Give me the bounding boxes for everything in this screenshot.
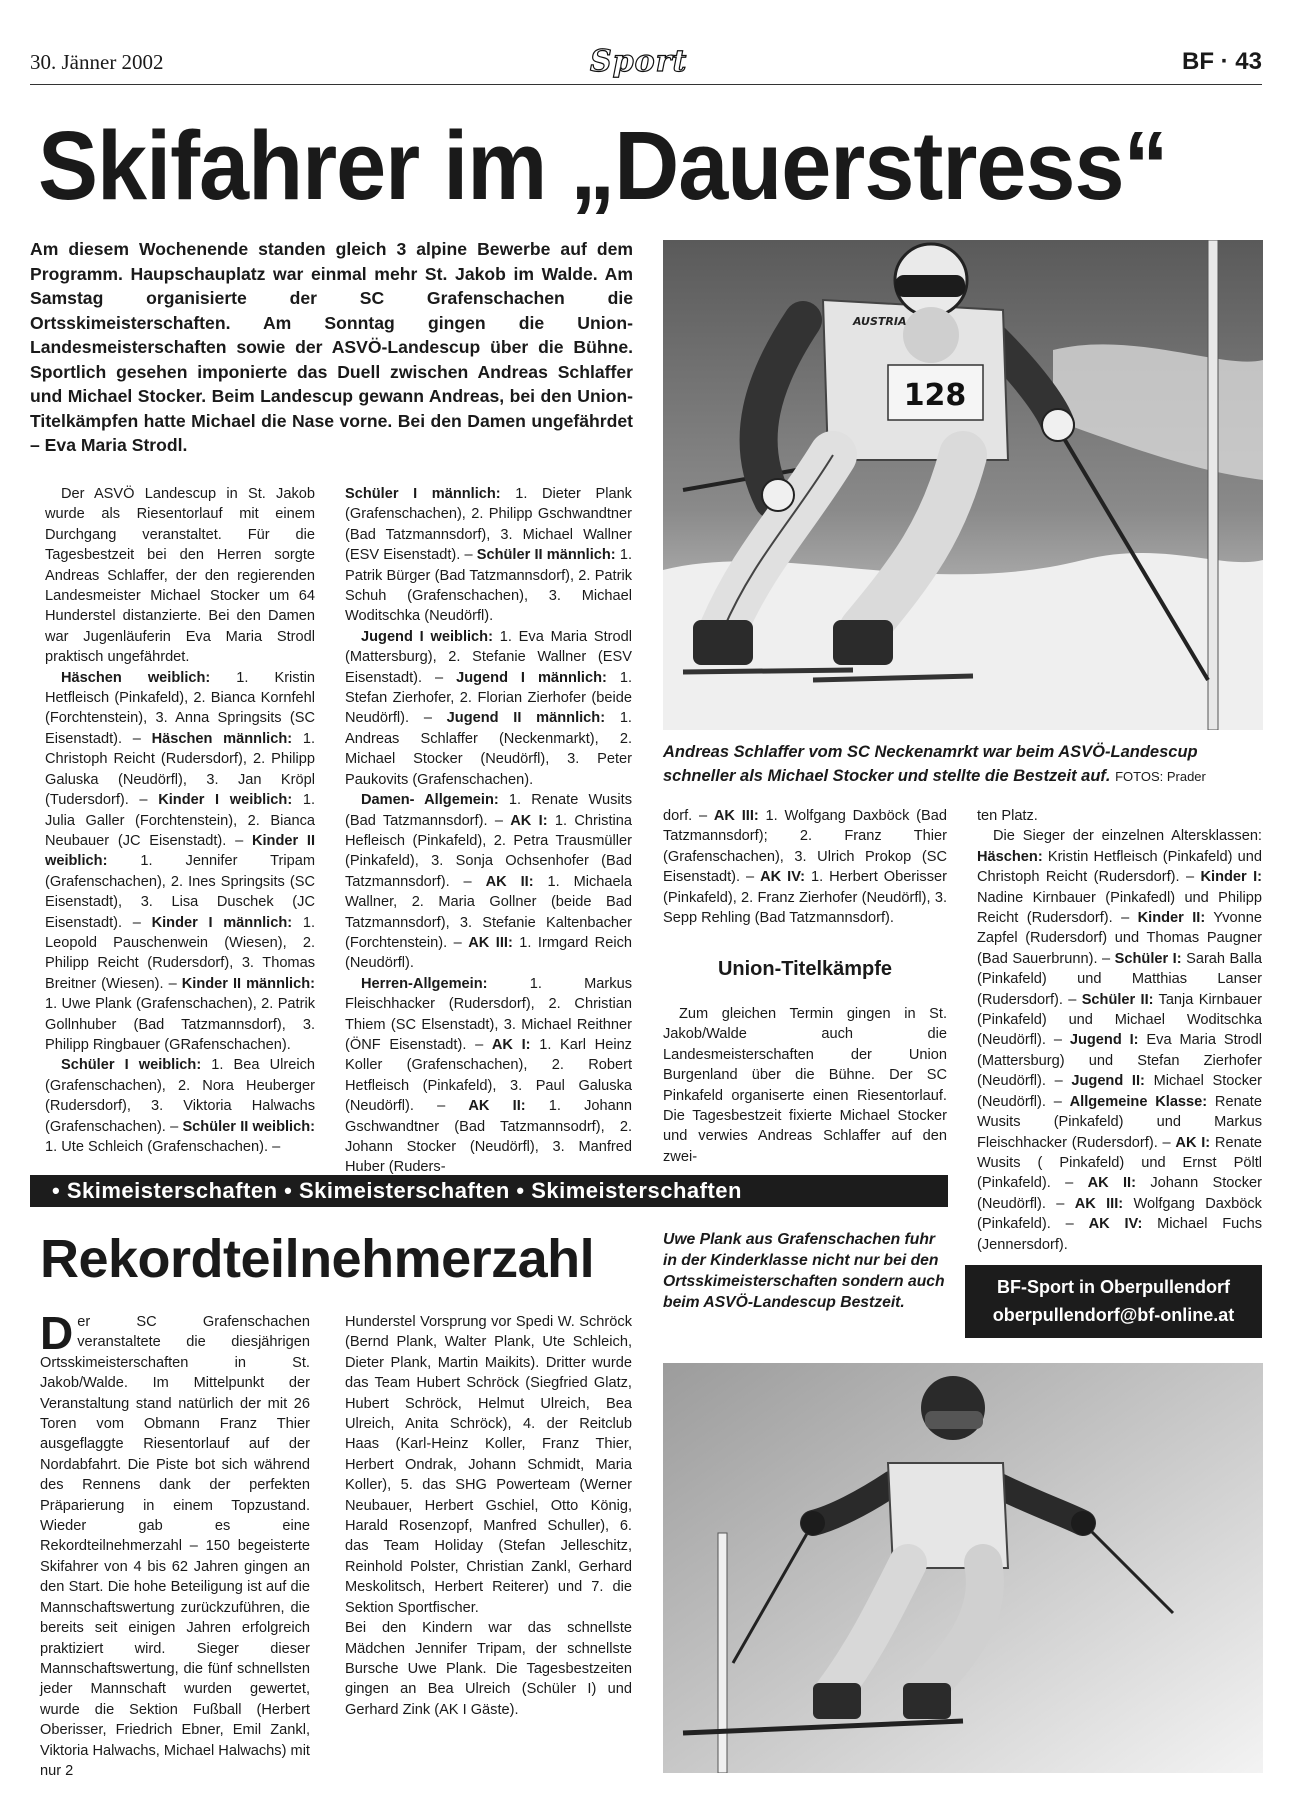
- body-paragraph: Der SC Grafenschachen veranstaltete die diesjährigen Ortsskimeisterschaften in St. Jakob/Walde. Im Mittelpunkt der Veranstaltung stand natürlich der mit 26 Toren vom Obmann Franz Thier ausgeflaggte Riesentorlauf auf der Nordabfahrt. Die Piste bot sich während des Rennens dank der perfekten Präparierung in einem Topzustand. Wieder gab es eine Rekordteilnehmerzahl – 150 begeisterte Skifahrer von 4 bis 62 Jahren gingen an den Start. Die hohe Beteiligung ist auf die Mannschaftswertung zurückzuführen, die bereits seit einigen Jahren erfolgreich praktiziert wird. Sieger dieser Mannschaftswertung, die fünf schnellsten jeder Mannschaft wurden gewertet, wurde die Sektion Fußball (Herbert Oberisser, Friedrich Ebner, Emil Zankl, Viktoria Halwachs, Michael Halwachs) mit nur 2: [40, 1307, 310, 1779]
- drop-cap: D: [40, 1307, 74, 1359]
- results-paragraph: Herren-Allgemein: 1. Markus Fleischhacker (Rudersdorf), 2. Christian Thiem (SC Elsenstadt), 3. Michael Reithner (ÖNF Eisenstadt). – AK I: 1. Karl Heinz Koller (Grafenschachen), 2. Robert Hetfleisch (Pinkafeld), 3. Paul Galuska (Neudörfl). – AK II: 1. Johann Gschwandtner (Bad Tatzmannsodrf), 2. Johann Stocker (Neudörfl), 3. Manfred Huber (Ruders-: [345, 975, 632, 1176]
- article-column-3-body: [663, 1004, 947, 1167]
- bib-label: AUSTRIA: [853, 315, 907, 328]
- results-paragraph: dorf. – AK III: 1. Wolfgang Daxböck (Bad Tatzmannsdorf); 2. Franz Thier (Grafenschachen), 3. Ulrich Prokop (SC Eisenstadt). – AK IV: 1. Herbert Oberisser (Pinkafeld), 2. Franz Zierhofer (Neudörfl), 3. Sepp Rehling (Bad Tatzmannsdorf).: [663, 808, 947, 927]
- results-paragraph: Jugend I weiblich: 1. Eva Maria Strodl (Mattersburg), 2. Stefanie Wallner (ESV Eisenstadt). – Jugend I männlich: 1. Stefan Zierhofer, 2. Florian Zierhofer (beide Neudörfl). – Jugend II männlich: 1. Andreas Schlaffer (Neckenmarkt), 2. Michael Stocker (Neudörfl), 3. Peter Paukovits (Grafenschachen).: [345, 628, 633, 788]
- section-title: Sport: [590, 44, 688, 79]
- caption-text: Andreas Schlaffer vom SC Neckenamrkt war beim ASVÖ-Landescup schneller als Michael Stocker und stellte die Bestzeit auf.: [663, 743, 1198, 785]
- article-column-4: [977, 806, 1262, 1255]
- lead-paragraph: Am diesem Wochenende standen gleich 3 alpine Bewerbe auf dem Programm. Haupschauplatz war einmal mehr St. Jakob im Walde. Am Samstag organisierte der SC Grafenschachen die Ortsskimeisterschaften. Am Sonntag gingen die Union-Landesmeisterschaften sowie der ASVÖ-Landescup über die Bühne. Sportlich gesehen imponierte das Duell zwischen Andreas Schlaffer und Michael Stocker. Beim Landescup gewann Andreas, bei den Union-Titelkämpfen hatte Michael die Nase vorne. Bei den Damen ungefährdet – Eva Maria Strodl.: [30, 239, 633, 455]
- contact-title: BF-Sport in Oberpullendorf: [997, 1277, 1230, 1297]
- contact-box: [965, 1265, 1262, 1338]
- article-column-2: [345, 484, 632, 1178]
- photo-caption-2: Uwe Plank aus Grafenschachen fuhr in der Kinderklasse nicht nur bei den Ortsskimeisterschaften sondern auch beim ASVÖ-Landescup Bestzeit.: [663, 1231, 945, 1311]
- main-headline: Skifahrer im „Dauerstress“: [38, 112, 1168, 221]
- article2-column-2: [345, 1312, 632, 1720]
- subheading: Union-Titelkämpfe: [717, 958, 893, 980]
- photo-credit: FOTOS: Prader: [1115, 769, 1206, 784]
- results-paragraph: Häschen weiblich: 1. Kristin Hetfleisch (Pinkafeld), 2. Bianca Kornfehl (Forchtenstein), 3. Anna Springsits (SC Eisenstadt). – Häschen männlich: 1. Christoph Reicht (Rudersdorf), 2. Philipp Galuska (Neudörfl), 3. Jan Kröpl (Tudersdorf). – Kinder I weiblich: 1. Julia Galler (Forchtenstein), 2. Bianca Neubauer (JC Eisenstadt). – Kinder II weiblich: 1. Jennifer Tripam (Grafenschachen), 2. Ines Springsits (SC Eisenstadt), 3. Lisa Duschek (JC Eisenstadt). – Kinder I männlich: 1. Leopold Pauschenwein (Wiesen), 2. Philipp Reicht (Rudersdorf), 3. Thomas Breitner (Wiesen). – Kinder II männlich: 1. Uwe Plank (Grafenschachen), 2. Patrik Gollnhuber (Bad Tatzmannsdorf), 3. Philipp Ringbauer (GRafenschachen).: [45, 669, 316, 1053]
- section-banner: • Skimeisterschaften • Skimeisterschaften • Skimeisterschaften: [30, 1175, 948, 1207]
- body-paragraph: Hunderstel Vorsprung vor Spedi W. Schröck (Bernd Plank, Walter Plank, Ute Schleich, Dieter Plank, Martin Maikits). Dritter wurde das Team Hubert Schröck (Siegfried Glatz, Hubert Schröck, Helmut Ulreich, Bea Ulreich, Anita Schröck), 4. der Reitclub Haas (Karl-Heinz Koller, Franz Thier, Herbert Ondrak, Johann Schmidt, Maria Koller), 5. das SHG Powerteam (Werner Neubauer, Herbert Gschiel, Otto König, Harald Rosenzopf, Manfred Schuller), 6. das Team Holiday (Stefan Jelleschitz, Reinhold Polster, Christian Zankl, Gerhard Meskolitsch, Herbert Reiterer) und 7. die Sektion Sportfischer.: [345, 1314, 632, 1616]
- body-paragraph: Bei den Kindern war das schnellste Mädchen Jennifer Tripam, der schnellste Bursche Uwe Plank. Die Tagesbestzeiten gingen an Bea Ulreich (Schüler I) und Gerhard Zink (AK I Gäste).: [345, 1620, 632, 1718]
- results-paragraph: Schüler I weiblich: 1. Bea Ulreich (Grafenschachen), 2. Nora Heuberger (Rudersdorf), 3. Viktoria Halwachs (Grafenschachen). – Schüler II weiblich: 1. Ute Schleich (Grafenschachen). –: [45, 1057, 315, 1155]
- photo-skier-plank: [663, 1363, 1263, 1773]
- bib-number: 128: [903, 378, 967, 413]
- column-intro: Der ASVÖ Landescup in St. Jakob wurde als Riesentorlauf mit einem Durchgang veranstaltet. Für die Tagesbestzeit bei den Herren sorgte Andreas Schlaffer, der den regierenden Landesmeister Michael Stocker um 64 Hunderstel distanzierte. Bei den Damen war Jugenläuferin Eva Maria Strodl praktisch ungefährdet.: [45, 486, 315, 666]
- issue-date: 30. Jänner 2002: [30, 50, 164, 74]
- results-paragraph: Schüler I männlich: 1. Dieter Plank (Grafenschachen), 2. Philipp Gschwandtner (Bad Tatzmannsdorf), 3. Michael Wallner (ESV Eisenstadt). – Schüler II männlich: 1. Patrik Bürger (Bad Tatzmannsdorf), 2. Patrik Schuh (Grafenschachen), 3. Michael Woditschka (Neudörfl).: [345, 486, 632, 625]
- article2-headline: Rekordteilnehmerzahl: [40, 1229, 595, 1289]
- photo-caption-1: [663, 740, 1265, 789]
- skier-illustration: [663, 240, 1263, 730]
- body-paragraph: Zum gleichen Termin gingen in St. Jakob/Walde auch die Landesmeisterschaften der Union Burgenland über die Bühne. Der SC Pinkafeld organiserte einen Riesentorlauf. Die Tagesbestzeit fixierte Michael Stocker und verwies Andreas Schlaffer auf den zwei-: [663, 1006, 947, 1165]
- contact-email: oberpullendorf@bf-online.at: [992, 1305, 1235, 1325]
- skier-illustration: [663, 1363, 1263, 1773]
- article2-column-1: [40, 1307, 310, 1781]
- header-rule: [30, 84, 1262, 85]
- article-column-1: [45, 484, 315, 1157]
- page-number: BF · 43: [1181, 48, 1262, 75]
- results-paragraph: Damen- Allgemein: 1. Renate Wusits (Bad Tatzmannsdorf). – AK I: 1. Christina Hefleisch (Pinkafeld), 2. Petra Trausmüller (Pinkafeld), 3. Sonja Ochsenhofer (Bad Tatzmannsdorf). – AK II: 1. Michaela Wallner, 2. Maria Gollner (beide Bad Tatzmannsdorf), 3. Stefanie Kaltenbacher (Forchtenstein). – AK III: 1. Irmgard Reich (Neudörfl).: [345, 792, 632, 972]
- body-paragraph: ten Platz.: [977, 808, 1038, 824]
- article-column-3: [663, 806, 947, 928]
- results-paragraph: Die Sieger der einzelnen Altersklassen: Häschen: Kristin Hetfleisch (Pinkafeld) und Christoph Reicht (Rudersdorf). – Kinder I: Nadine Kirnbauer (Pinkafedl) und Philipp Reicht (Rudersdorf). – Kinder II: Yvonne Zapfel (Rudersdorf) und Thomas Paugner (Bad Sauerbrunn). – Schüler I: Sarah Balla (Pinkafeld) und Matthias Lanser (Rudersdorf). – Schüler II: Tanja Kirnbauer (Pinkafeld) und Michael Woditschka (Neudörfl). – Jugend I: Eva Maria Strodl (Mattersburg) und Stefan Zierhofer (Neudörfl). – Jugend II: Michael Stocker (Neudörfl). – Allgemeine Klasse: Renate Wusits (Pinkafeld) und Markus Fleischhacker (Rudersdorf). – AK I: Renate Wusits ( Pinkafeld) und Ernst Pöltl (Pinkafeld). – AK II: Johann Stocker (Neudörfl). – AK III: Wolfgang Daxböck (Pinkafeld). – AK IV: Michael Fuchs (Jennersdorf).: [977, 828, 1263, 1253]
- photo-skier-schlaffer: [663, 240, 1263, 730]
